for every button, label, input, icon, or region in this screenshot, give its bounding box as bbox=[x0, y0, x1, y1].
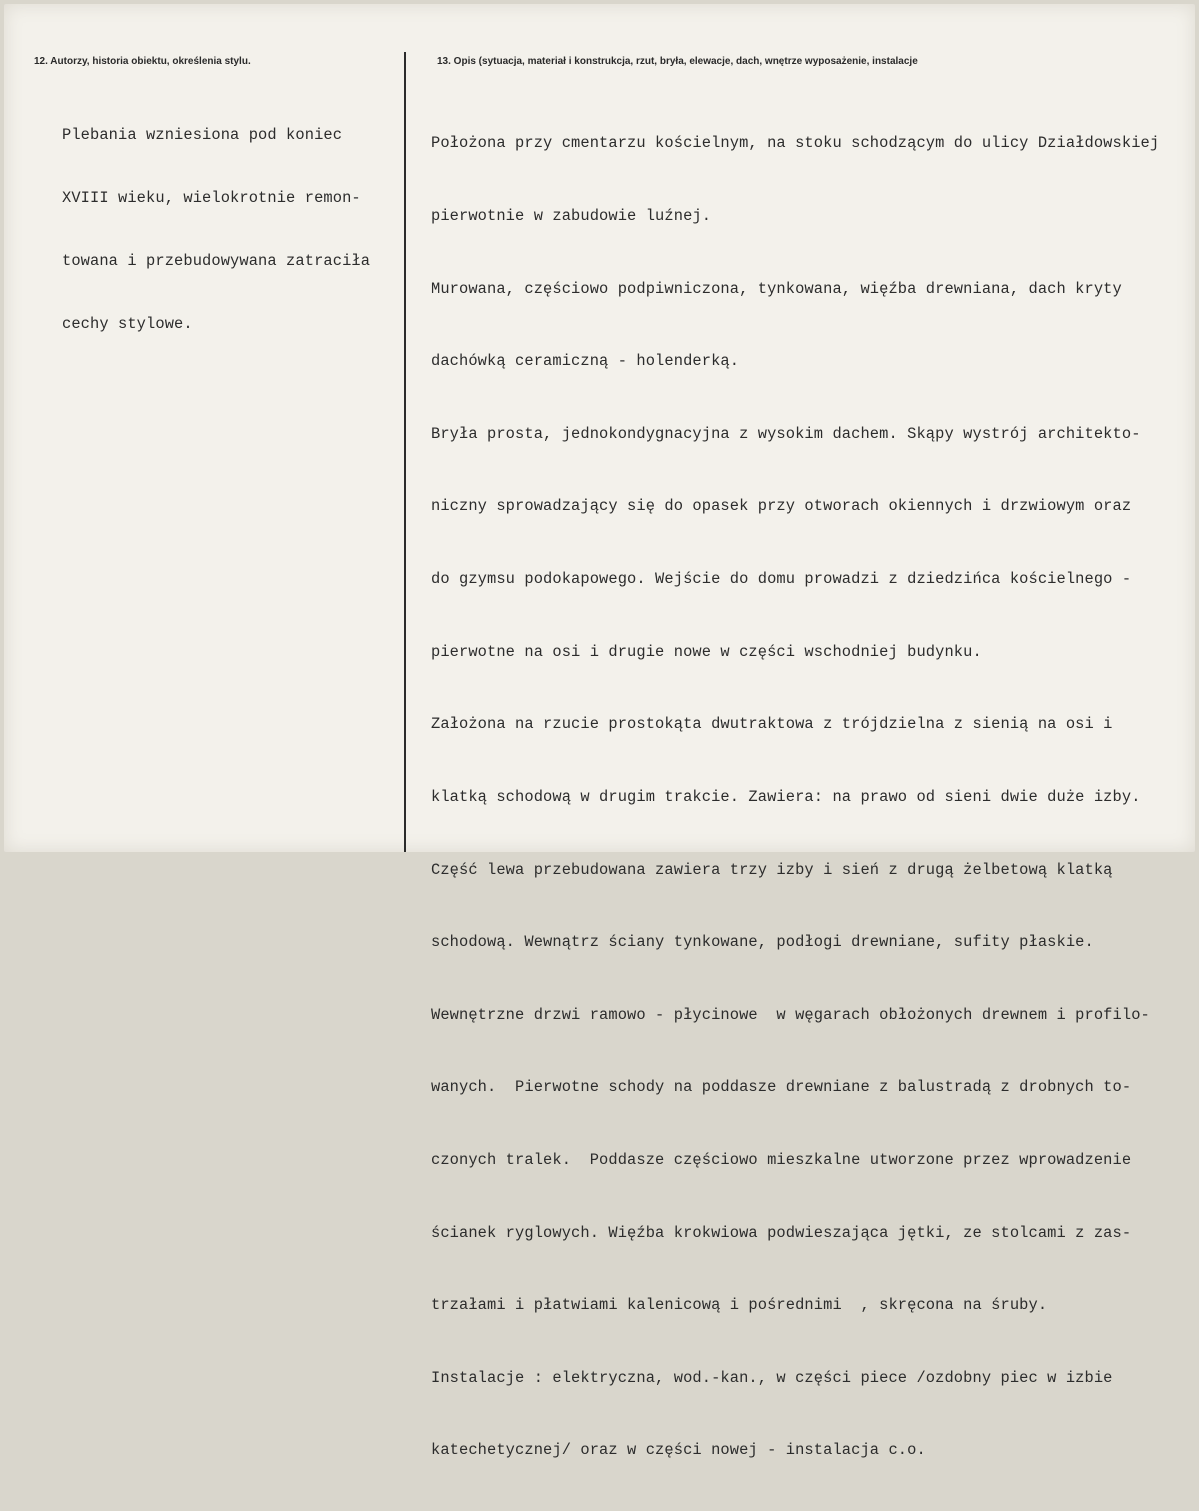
description-line: Murowana, częściowo podpiwniczona, tynkowana, więźba drewniana, dach kryty bbox=[431, 279, 1122, 298]
description-line: ścianek ryglowych. Więźba krokwiowa podwieszająca jętki, ze stolcami z zas- bbox=[431, 1223, 1132, 1242]
description-line: pierwotne na osi i drugie nowe w części wschodniej budynku. bbox=[431, 642, 982, 661]
section-12-header: 12. Autorzy, historia obiektu, określenia stylu. bbox=[34, 56, 251, 67]
column-divider bbox=[404, 52, 406, 852]
description-line: czonych tralek. Poddasze częściowo mieszkalne utworzone przez wprowadzenie bbox=[431, 1150, 1132, 1169]
history-text bbox=[62, 83, 370, 377]
description-text bbox=[431, 83, 1159, 1511]
history-line: towana i przebudowywana zatraciła bbox=[62, 252, 371, 270]
history-line: cechy stylowe. bbox=[62, 315, 193, 333]
document-page bbox=[4, 4, 1195, 1460]
description-line: dachówką ceramiczną - holenderką. bbox=[431, 352, 740, 371]
description-line: pierwotnie w zabudowie luźnej. bbox=[431, 207, 712, 226]
history-line: Plebania wzniesiona pod koniec bbox=[62, 126, 343, 144]
description-line: Położona przy cmentarzu kościelnym, na stoku schodzącym do ulicy Działdowskiej bbox=[431, 134, 1160, 153]
section-13-header: 13. Opis (sytuacja, materiał i konstrukcja, rzut, bryła, elewacje, dach, wnętrze wyposażenie, instalacje bbox=[437, 56, 918, 67]
history-line: XVIII wieku, wielokrotnie remon- bbox=[62, 189, 361, 207]
description-line: Wewnętrzne drzwi ramowo - płycinowe w węgarach obłożonych drewnem i profilo- bbox=[431, 1005, 1150, 1024]
description-line: schodową. Wewnątrz ściany tynkowane, podłogi drewniane, sufity płaskie. bbox=[431, 933, 1094, 952]
description-line: wanych. Pierwotne schody na poddasze drewniane z balustradą z drobnych to- bbox=[431, 1078, 1132, 1097]
description-line: Instalacje : elektryczna, wod.-kan., w części piece /ozdobny piec w izbie bbox=[431, 1368, 1113, 1387]
description-line: katechetycznej/ oraz w części nowej - instalacja c.o. bbox=[431, 1441, 926, 1460]
description-line: trzałami i płatwiami kalenicową i pośrednimi , skręcona na śruby. bbox=[431, 1296, 1048, 1315]
description-line: niczny sprowadzający się do opasek przy otworach okiennych i drzwiowym oraz bbox=[431, 497, 1132, 516]
description-line: Część lewa przebudowana zawiera trzy izby i sień z drugą żelbetową klatką bbox=[431, 860, 1113, 879]
description-line: do gzymsu podokapowego. Wejście do domu prowadzi z dziedzińca kościelnego - bbox=[431, 570, 1132, 589]
description-line: klatką schodową w drugim trakcie. Zawiera: na prawo od sieni dwie duże izby. bbox=[431, 787, 1141, 806]
description-line: Bryła prosta, jednokondygnacyjna z wysokim dachem. Skąpy wystrój architekto- bbox=[431, 424, 1141, 443]
description-line: Założona na rzucie prostokąta dwutraktowa z trójdzielna z sienią na osi i bbox=[431, 715, 1113, 734]
